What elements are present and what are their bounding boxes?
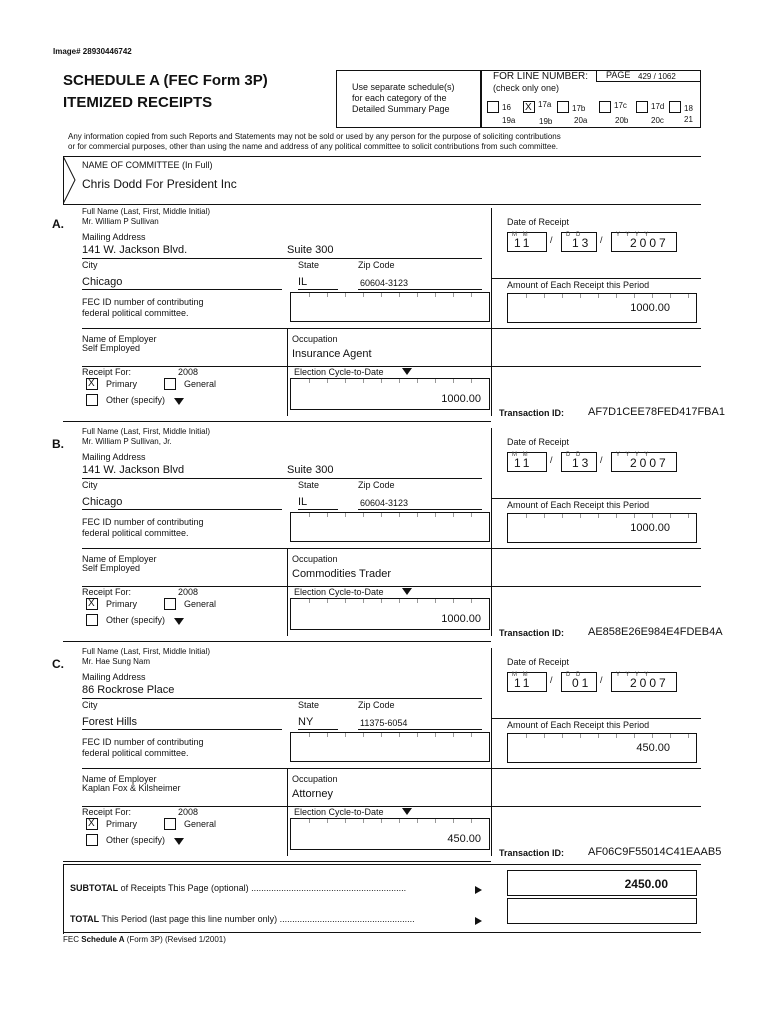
page-value: 429 / 1062: [638, 72, 676, 81]
full-name-label: Full Name (Last, First, Middle Initial): [82, 647, 211, 656]
day-field[interactable]: [561, 672, 597, 692]
employer-value: Self Employed: [82, 343, 141, 353]
receipt-year: 2008: [178, 367, 199, 377]
month-field[interactable]: [507, 232, 547, 252]
other-checkbox[interactable]: [86, 834, 98, 846]
mailing-address: 141 W. Jackson Blvd.: [82, 244, 188, 256]
other-dropdown-icon[interactable]: [174, 618, 184, 625]
state-label: State: [298, 480, 320, 490]
day-value: 01: [572, 676, 592, 690]
subtotal-value: 2450.00: [624, 877, 668, 891]
subtotal-field[interactable]: [507, 870, 697, 896]
city-label: City: [82, 700, 98, 710]
fec-id-field[interactable]: [290, 512, 490, 542]
contributor-name: Mr. William P Sullivan: [82, 217, 159, 226]
entry-letter: A.: [52, 217, 64, 231]
state-label: State: [298, 260, 320, 270]
use-separate-3: Detailed Summary Page: [352, 104, 450, 114]
date-slash-2: /: [600, 675, 603, 685]
zip-value: 11375-6054: [360, 718, 408, 728]
fec-id-field[interactable]: [290, 292, 490, 322]
zip-value: 60604-3123: [360, 278, 409, 288]
receipt-for-label: Receipt For:: [82, 807, 132, 817]
other-checkbox[interactable]: [86, 614, 98, 626]
employer-label: Name of Employer: [82, 774, 157, 784]
city-value: Forest Hills: [82, 716, 138, 728]
contributor-name: Mr. Hae Sung Nam: [82, 657, 151, 666]
occupation-value: Commodities Trader: [292, 568, 392, 580]
other-label: Other (specify): [106, 395, 166, 405]
transaction-id-label: Transaction ID:: [499, 848, 565, 858]
other-dropdown-icon[interactable]: [174, 398, 184, 405]
other-dropdown-icon[interactable]: [174, 838, 184, 845]
fec-id-label-1: FEC ID number of contributing: [82, 737, 204, 747]
disclaimer-line-1: Any information copied from such Reports and Statements may not be sold or used by any person for the purpose of soliciting contributions: [68, 132, 561, 141]
election-cycle-field[interactable]: [290, 818, 490, 850]
occupation-value: Insurance Agent: [292, 348, 372, 360]
form-footer: FEC Schedule A (Form 3P) (Revised 1/2001): [63, 935, 226, 944]
occupation-label: Occupation: [292, 554, 338, 564]
day-value: 13: [572, 236, 592, 250]
month-field[interactable]: [507, 672, 547, 692]
yyyy-label: Y Y Y Y: [616, 672, 651, 678]
entry-letter: C.: [52, 657, 64, 671]
mm-label: M M: [512, 672, 530, 678]
state-value: NY: [298, 716, 314, 728]
line-19b-label: 19b: [539, 117, 553, 126]
line-20a-label: 20a: [574, 116, 588, 125]
day-field[interactable]: [561, 452, 597, 472]
mailing-address-2: Suite 300: [287, 464, 334, 476]
transaction-id-value: AF06C9F55014C41EAAB5: [588, 846, 722, 858]
line-17c-checkbox[interactable]: [599, 101, 611, 113]
use-separate-1: Use separate schedule(s): [352, 82, 455, 92]
fec-id-label-1: FEC ID number of contributing: [82, 297, 204, 307]
for-line-number: FOR LINE NUMBER:: [493, 71, 589, 82]
election-cycle-label: Election Cycle-to-Date: [294, 367, 384, 377]
month-value: 11: [514, 676, 533, 690]
line-17a-label: 17a: [538, 100, 552, 109]
image-id: Image# 28930446742: [53, 47, 132, 56]
fec-id-label-2: federal political committee.: [82, 748, 189, 758]
line-17b-label: 17b: [572, 104, 586, 113]
employer-label: Name of Employer: [82, 554, 157, 564]
line-17a-checkbox[interactable]: [523, 101, 535, 113]
yr-value: 2007: [630, 236, 669, 250]
primary-check-mark: X: [88, 598, 95, 609]
zip-label: Zip Code: [358, 480, 395, 490]
line-17b-checkbox[interactable]: [557, 101, 569, 113]
mailing-address: 141 W. Jackson Blvd: [82, 464, 185, 476]
amount-field[interactable]: [507, 733, 697, 763]
year-field[interactable]: [611, 232, 677, 252]
occupation-label: Occupation: [292, 334, 338, 344]
amount-field[interactable]: [507, 293, 697, 323]
line-17d-label: 17d: [651, 102, 665, 111]
occupation-value: Attorney: [292, 788, 333, 800]
committee-chevron-icon: [63, 156, 77, 204]
fec-id-label-2: federal political committee.: [82, 528, 189, 538]
full-name-label: Full Name (Last, First, Middle Initial): [82, 427, 211, 436]
year-field[interactable]: [611, 672, 677, 692]
day-field[interactable]: [561, 232, 597, 252]
yr-value: 2007: [630, 456, 669, 470]
transaction-id-label: Transaction ID:: [499, 408, 565, 418]
line-21-label: 21: [684, 115, 693, 124]
line-18-label: 18: [684, 104, 693, 113]
state-value: IL: [298, 276, 308, 288]
other-label: Other (specify): [106, 835, 166, 845]
amount-label: Amount of Each Receipt this Period: [507, 280, 650, 290]
mailing-address-label: Mailing Address: [82, 672, 146, 682]
disclaimer-line-2: or for commercial purposes, other than using the name and address of any political committee to solicit contributions from such committee.: [68, 142, 559, 151]
other-checkbox[interactable]: [86, 394, 98, 406]
city-value: Chicago: [82, 496, 123, 508]
state-value: IL: [298, 496, 308, 508]
election-cycle-dropdown-icon[interactable]: [402, 808, 412, 815]
dd-label: D D: [566, 672, 583, 678]
general-checkbox[interactable]: [164, 598, 176, 610]
general-checkbox[interactable]: [164, 378, 176, 390]
line-17c-label: 17c: [614, 101, 627, 110]
mm-label: M M: [512, 232, 530, 238]
line-18-checkbox[interactable]: [669, 101, 681, 113]
line-16-checkbox[interactable]: [487, 101, 499, 113]
primary-check-mark: X: [88, 818, 95, 829]
date-of-receipt-label: Date of Receipt: [507, 437, 570, 447]
use-separate-2: for each category of the: [352, 93, 447, 103]
month-field[interactable]: [507, 452, 547, 472]
yyyy-label: Y Y Y Y: [616, 452, 651, 458]
transaction-id-value: AE858E26E984E4FDEB4A: [588, 626, 723, 638]
mailing-address-label: Mailing Address: [82, 452, 146, 462]
general-label: General: [184, 379, 217, 389]
form-subtitle: ITEMIZED RECEIPTS: [63, 94, 213, 111]
committee-name: Chris Dodd For President Inc: [82, 177, 237, 191]
mailing-address-2: Suite 300: [287, 244, 334, 256]
employer-value: Kaplan Fox & Kilsheimer: [82, 783, 181, 793]
form-title: SCHEDULE A (FEC Form 3P): [63, 72, 268, 89]
primary-label: Primary: [106, 379, 137, 389]
line-20c-label: 20c: [651, 116, 664, 125]
election-cycle-value: 1000.00: [441, 613, 481, 625]
transaction-id-label: Transaction ID:: [499, 628, 565, 638]
total-field[interactable]: [507, 898, 697, 924]
election-cycle-dropdown-icon[interactable]: [402, 368, 412, 375]
amount-value: 450.00: [636, 742, 670, 754]
zip-value: 60604-3123: [360, 498, 409, 508]
primary-check-mark: X: [88, 378, 95, 389]
employer-value: Self Employed: [82, 563, 141, 573]
line-16-label: 16: [502, 103, 511, 112]
transaction-id-value: AF7D1CEE78FED417FBA1: [588, 406, 725, 418]
receipt-year: 2008: [178, 807, 199, 817]
yyyy-label: Y Y Y Y: [616, 232, 651, 238]
line-20b-label: 20b: [615, 116, 629, 125]
total-label: TOTAL This Period (last page this line number only) ......................................................: [70, 914, 415, 924]
dd-label: D D: [566, 452, 583, 458]
other-label: Other (specify): [106, 615, 166, 625]
check-only-one: (check only one): [493, 83, 560, 93]
fec-id-label-1: FEC ID number of contributing: [82, 517, 204, 527]
date-slash-2: /: [600, 455, 603, 465]
subtotal-arrow-icon: [475, 886, 482, 894]
amount-value: 1000.00: [630, 522, 670, 534]
election-cycle-label: Election Cycle-to-Date: [294, 587, 384, 597]
general-label: General: [184, 819, 217, 829]
page-label: PAGE: [606, 70, 631, 80]
line-17a-check-mark: X: [525, 102, 532, 113]
general-label: General: [184, 599, 217, 609]
month-value: 11: [514, 456, 533, 470]
amount-field[interactable]: [507, 513, 697, 543]
primary-label: Primary: [106, 819, 137, 829]
election-cycle-label: Election Cycle-to-Date: [294, 807, 384, 817]
fec-id-field[interactable]: [290, 732, 490, 762]
city-label: City: [82, 480, 98, 490]
amount-label: Amount of Each Receipt this Period: [507, 500, 650, 510]
city-value: Chicago: [82, 276, 123, 288]
month-value: 11: [514, 236, 533, 250]
receipt-for-label: Receipt For:: [82, 587, 132, 597]
date-of-receipt-label: Date of Receipt: [507, 657, 570, 667]
election-cycle-value: 1000.00: [441, 393, 481, 405]
date-slash-1: /: [550, 455, 553, 465]
date-slash-2: /: [600, 235, 603, 245]
city-label: City: [82, 260, 98, 270]
line-17d-checkbox[interactable]: [636, 101, 648, 113]
amount-label: Amount of Each Receipt this Period: [507, 720, 650, 730]
mailing-address-label: Mailing Address: [82, 232, 146, 242]
full-name-label: Full Name (Last, First, Middle Initial): [82, 207, 211, 216]
election-cycle-dropdown-icon[interactable]: [402, 588, 412, 595]
date-of-receipt-label: Date of Receipt: [507, 217, 570, 227]
contributor-name: Mr. William P Sullivan, Jr.: [82, 437, 172, 446]
total-arrow-icon: [475, 917, 482, 925]
entry-letter: B.: [52, 437, 64, 451]
general-checkbox[interactable]: [164, 818, 176, 830]
yr-value: 2007: [630, 676, 669, 690]
fec-id-label-2: federal political committee.: [82, 308, 189, 318]
state-label: State: [298, 700, 320, 710]
subtotal-label: SUBTOTAL of Receipts This Page (optional) ..............................................................: [70, 883, 407, 893]
primary-label: Primary: [106, 599, 137, 609]
zip-label: Zip Code: [358, 260, 395, 270]
occupation-label: Occupation: [292, 774, 338, 784]
employer-label: Name of Employer: [82, 334, 157, 344]
receipt-year: 2008: [178, 587, 199, 597]
election-cycle-field[interactable]: [290, 378, 490, 410]
mm-label: M M: [512, 452, 530, 458]
line-19a-label: 19a: [502, 116, 516, 125]
mailing-address: 86 Rockrose Place: [82, 684, 175, 696]
date-slash-1: /: [550, 675, 553, 685]
committee-label: NAME OF COMMITTEE (In Full): [82, 160, 213, 170]
date-slash-1: /: [550, 235, 553, 245]
election-cycle-field[interactable]: [290, 598, 490, 630]
receipt-for-label: Receipt For:: [82, 367, 132, 377]
zip-label: Zip Code: [358, 700, 395, 710]
dd-label: D D: [566, 232, 583, 238]
amount-value: 1000.00: [630, 302, 670, 314]
day-value: 13: [572, 456, 592, 470]
election-cycle-value: 450.00: [447, 833, 481, 845]
year-field[interactable]: [611, 452, 677, 472]
